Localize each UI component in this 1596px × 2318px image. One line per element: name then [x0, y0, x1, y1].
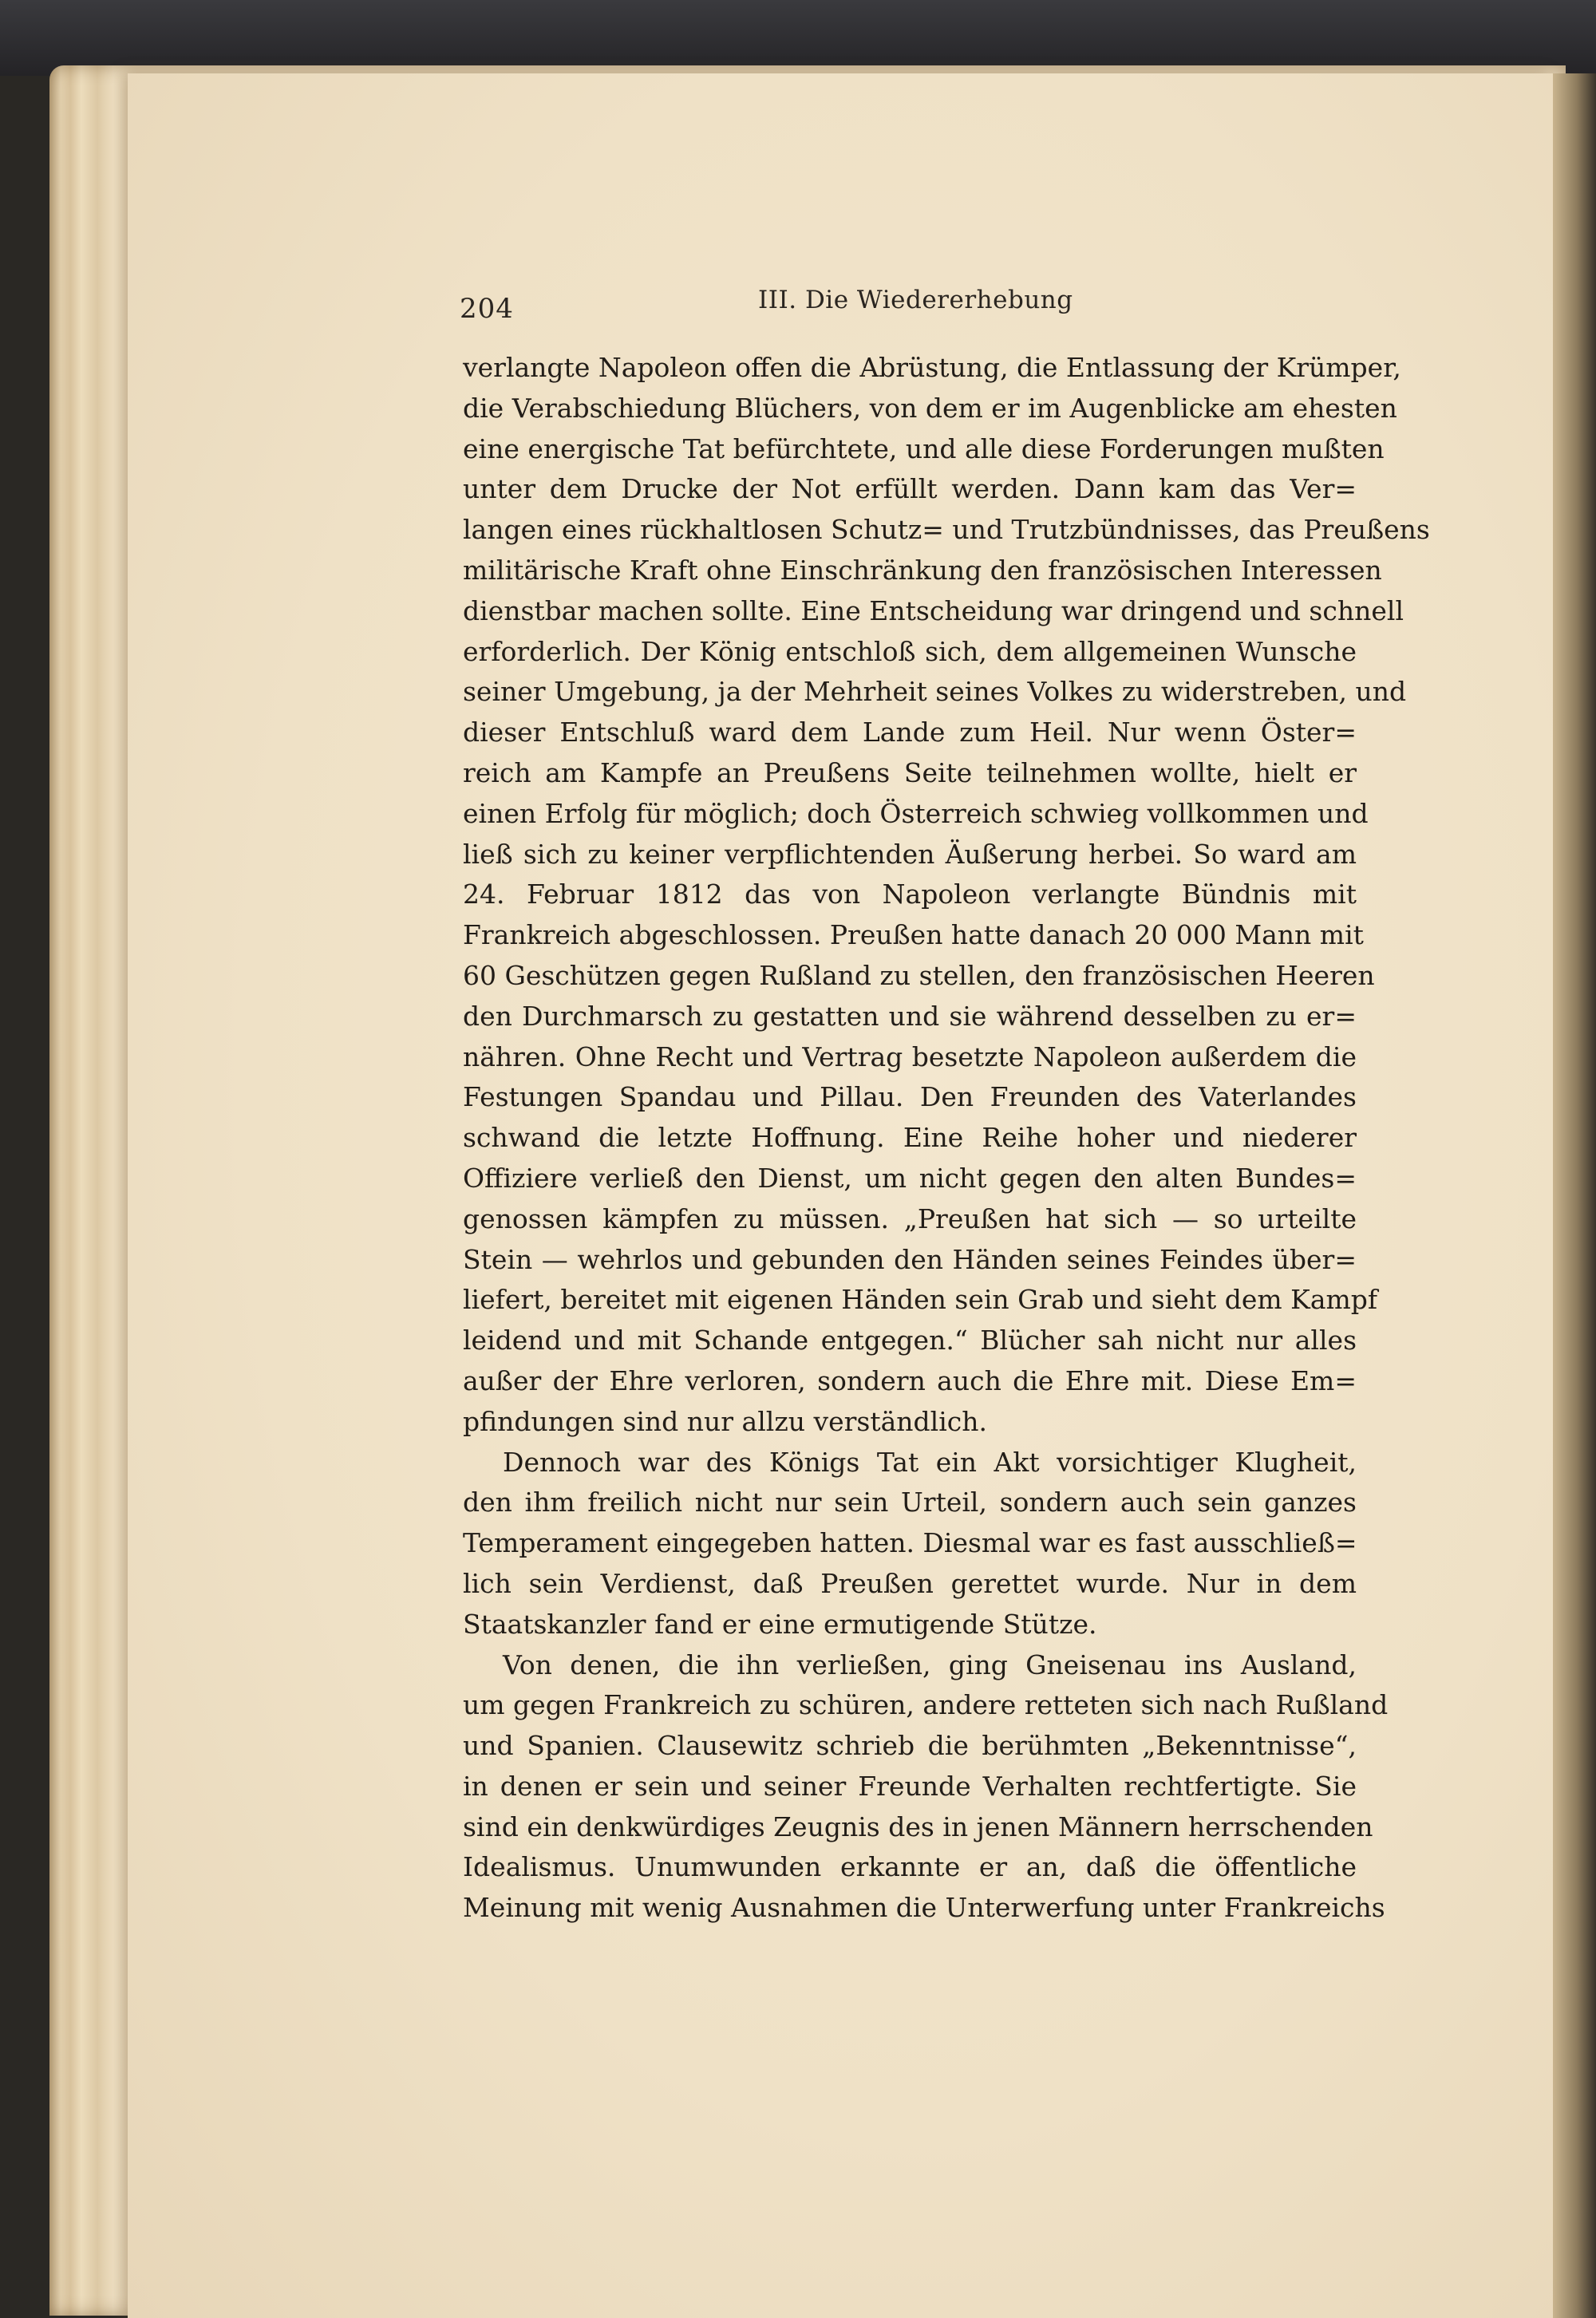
text-line: Festungen Spandau und Pillau. Den Freunden des Vaterlandes	[463, 1081, 1357, 1113]
book-gutter	[1553, 73, 1596, 2318]
text-line: sind ein denkwürdiges Zeugnis des in jenen Männern herrschenden	[463, 1811, 1373, 1842]
text-line: Dennoch war des Königs Tat ein Akt vorsichtiger Klugheit,	[503, 1446, 1357, 1478]
text-line: in denen er sein und seiner Freunde Verhalten rechtfertigte. Sie	[463, 1770, 1357, 1802]
text-line: leidend und mit Schande entgegen.“ Blücher sah nicht nur alles	[463, 1325, 1357, 1356]
text-line: einen Erfolg für möglich; doch Österreich schwieg vollkommen und	[463, 797, 1369, 829]
text-line: schwand die letzte Hoffnung. Eine Reihe hoher und niederer	[463, 1122, 1357, 1154]
text-line: den Durchmarsch zu gestatten und sie während desselben zu er=	[463, 1000, 1357, 1032]
text-line: und Spanien. Clausewitz schrieb die berühmten „Bekenntnisse“,	[463, 1730, 1357, 1762]
text-line: ließ sich zu keiner verpflichtenden Äußerung herbei. So ward am	[463, 838, 1357, 870]
running-head: III. Die Wiedererhebung	[758, 286, 1073, 314]
text-line: erforderlich. Der König entschloß sich, dem allgemeinen Wunsche	[463, 635, 1357, 667]
text-line: den ihm freilich nicht nur sein Urteil, sondern auch sein ganzes	[463, 1487, 1357, 1518]
text-line: die Verabschiedung Blüchers, von dem er im Augenblicke am ehesten	[463, 392, 1397, 424]
text-line: langen eines rückhaltlosen Schutz= und Trutzbündnisses, das Preußens	[463, 514, 1430, 546]
text-line: dienstbar machen sollte. Eine Entscheidung war dringend und schnell	[463, 594, 1404, 626]
text-line: pfindungen sind nur allzu verständlich.	[463, 1405, 987, 1437]
text-line: verlangte Napoleon offen die Abrüstung, die Entlassung der Krümper,	[463, 352, 1401, 383]
page-number: 204	[460, 293, 514, 325]
text-line: 24. Februar 1812 das von Napoleon verlangte Bündnis mit	[463, 879, 1357, 910]
text-line: Temperament eingegeben hatten. Diesmal war es fast ausschließ=	[463, 1527, 1357, 1559]
text-line: Offiziere verließ den Dienst, um nicht gegen den alten Bundes=	[463, 1162, 1357, 1194]
text-line: Meinung mit wenig Ausnahmen die Unterwerfung unter Frankreichs	[463, 1892, 1385, 1924]
scan-background	[0, 0, 1596, 76]
text-line: nähren. Ohne Recht und Vertrag besetzte Napoleon außerdem die	[463, 1041, 1357, 1072]
text-line: militärische Kraft ohne Einschränkung den französischen Interessen	[463, 554, 1382, 586]
text-line: außer der Ehre verloren, sondern auch die Ehre mit. Diese Em=	[463, 1364, 1357, 1396]
text-line: liefert, bereitet mit eigenen Händen sein Grab und sieht dem Kampf	[463, 1284, 1378, 1316]
body-text	[463, 348, 1430, 1929]
text-line: unter dem Drucke der Not erfüllt werden. Dann kam das Ver=	[463, 473, 1357, 505]
text-line: seiner Umgebung, ja der Mehrheit seines Volkes zu widerstreben, und	[463, 676, 1407, 708]
text-line: Staatskanzler fand er eine ermutigende Stütze.	[463, 1608, 1097, 1640]
text-line: um gegen Frankreich zu schüren, andere retteten sich nach Rußland	[463, 1689, 1389, 1721]
text-line: Stein — wehrlos und gebunden den Händen seines Feindes über=	[463, 1243, 1357, 1275]
text-line: genossen kämpfen zu müssen. „Preußen hat sich — so urteilte	[463, 1202, 1357, 1234]
text-line: dieser Entschluß ward dem Lande zum Heil. Nur wenn Öster=	[463, 717, 1357, 748]
text-line: Frankreich abgeschlossen. Preußen hatte danach 20 000 Mann mit	[463, 919, 1364, 951]
text-line: reich am Kampfe an Preußens Seite teilnehmen wollte, hielt er	[463, 756, 1357, 788]
text-line: eine energische Tat befürchtete, und alle diese Forderungen mußten	[463, 432, 1385, 464]
text-line: Idealismus. Unumwunden erkannte er an, daß die öffentliche	[463, 1851, 1357, 1883]
text-line: 60 Geschützen gegen Rußland zu stellen, den französischen Heeren	[463, 959, 1375, 991]
text-line: lich sein Verdienst, daß Preußen gerettet wurde. Nur in dem	[463, 1567, 1357, 1599]
text-line: Von denen, die ihn verließen, ging Gneisenau ins Ausland,	[503, 1649, 1357, 1680]
